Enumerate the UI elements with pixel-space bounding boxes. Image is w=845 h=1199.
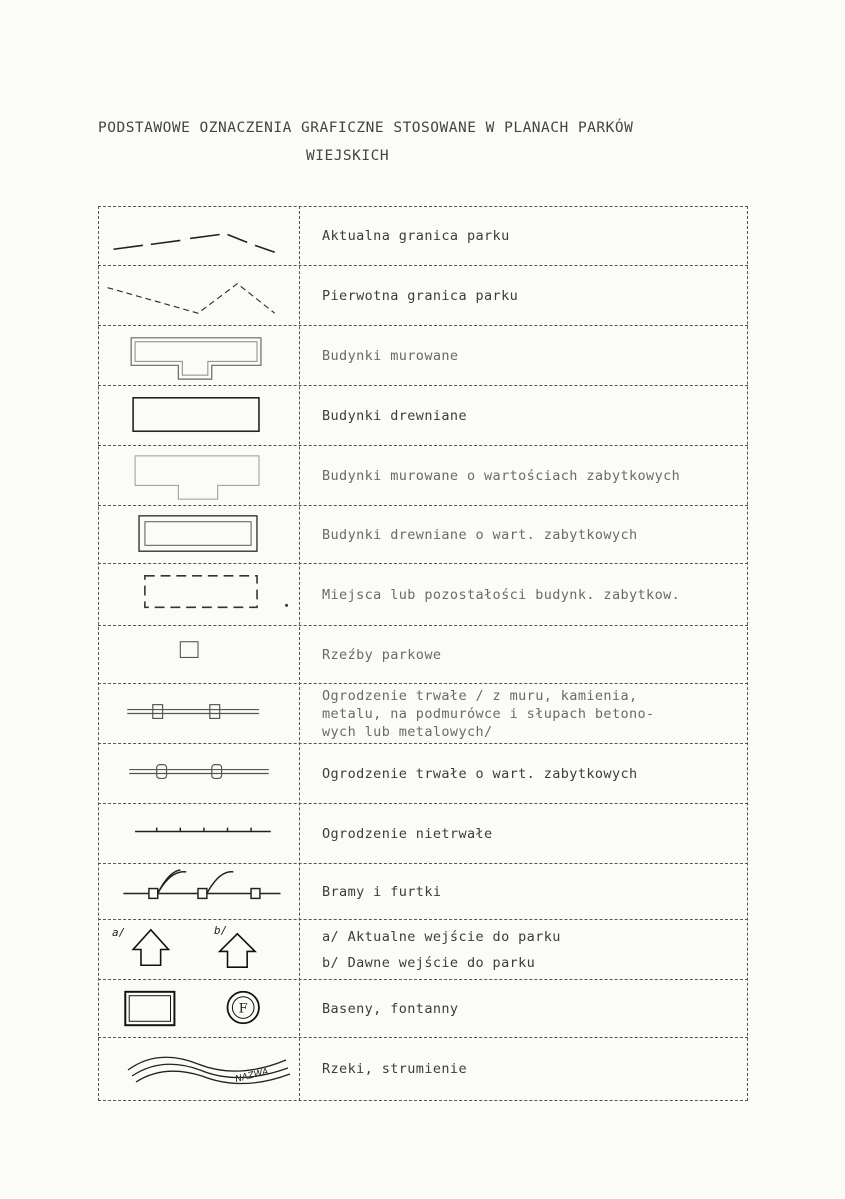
legend-row xyxy=(98,744,748,804)
historic-fence-icon xyxy=(98,744,299,803)
legend-label: Ogrodzenie trwałe o wart. zabytkowych xyxy=(322,765,638,782)
permanent-fence-icon xyxy=(98,684,299,743)
title-line-2: WIEJSKICH xyxy=(306,148,390,164)
legend-label: Ogrodzenie trwałe / z muru, kamienia, metalu, na podmurówce i słupach betono- wych lub metalowych/ xyxy=(322,687,655,740)
legend-label: Rzeki, strumienie xyxy=(322,1061,467,1077)
legend-row xyxy=(98,206,748,266)
legend-label: Bramy i furtki xyxy=(322,883,442,900)
pool-fountain-icon xyxy=(98,980,299,1037)
mark-a: a/ xyxy=(112,926,126,939)
legend-row xyxy=(98,1038,748,1100)
legend-label: Pierwotna granica parku xyxy=(322,287,519,304)
legend-row xyxy=(98,684,748,744)
legend-row xyxy=(98,386,748,446)
legend-row xyxy=(98,864,748,920)
legend-label: Budynki murowane xyxy=(322,347,459,364)
building-remains-icon xyxy=(98,564,299,625)
legend-row xyxy=(98,564,748,626)
sculpture-icon xyxy=(98,626,299,683)
river-icon xyxy=(98,1038,299,1100)
legend-label: Aktualna granica parku xyxy=(322,227,510,244)
title-line-1: PODSTAWOWE OZNACZENIA GRAFICZNE STOSOWANE W PLANACH PARKÓW xyxy=(98,120,634,136)
legend-row xyxy=(98,266,748,326)
legend-label: Rzeźby parkowe xyxy=(322,646,442,663)
legend-row xyxy=(98,920,748,980)
dashed-line-icon xyxy=(98,206,299,265)
legend-row xyxy=(98,326,748,386)
legend-row xyxy=(98,446,748,506)
historic-brick-building-icon xyxy=(98,446,299,505)
brick-building-icon xyxy=(98,326,299,385)
legend-label: a/ Aktualne wejście do parku b/ Dawne wejście do parku xyxy=(322,928,561,971)
gate-icon xyxy=(98,864,299,919)
legend-label: Budynki murowane o wartościach zabytkowych xyxy=(322,467,681,484)
legend-label: Baseny, fontanny xyxy=(322,1000,459,1017)
legend-label: Budynki drewniane xyxy=(322,407,467,424)
legend-label: Budynki drewniane o wart. zabytkowych xyxy=(322,526,638,543)
legend-row xyxy=(98,506,748,564)
temporary-fence-icon xyxy=(98,804,299,863)
fountain-mark: F xyxy=(238,1001,248,1017)
wooden-building-icon xyxy=(98,386,299,445)
legend-row xyxy=(98,804,748,864)
document-title xyxy=(98,120,718,164)
historic-wooden-building-icon xyxy=(98,506,299,563)
legend-label: Ogrodzenie nietrwałe xyxy=(322,825,493,842)
legend-row xyxy=(98,980,748,1038)
river-name: NAZWA xyxy=(234,1067,270,1085)
mark-b: b/ xyxy=(214,924,228,937)
legend-label: Miejsca lub pozostałości budynk. zabytkow. xyxy=(322,586,681,603)
entrance-arrows-icon xyxy=(98,920,299,979)
short-dashed-line-icon xyxy=(98,266,299,325)
legend-row xyxy=(98,626,748,684)
